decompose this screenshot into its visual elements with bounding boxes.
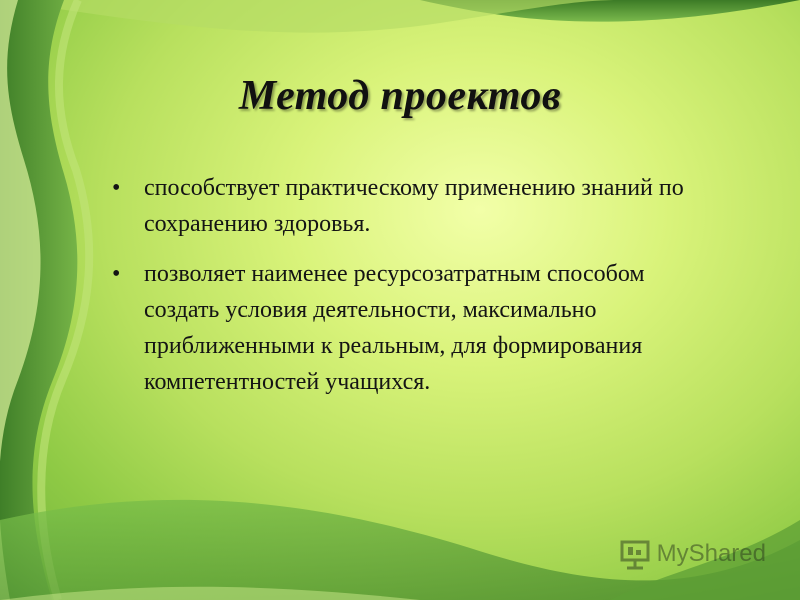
bullet-item <box>112 256 722 400</box>
bullet-marker: • <box>112 175 121 201</box>
watermark-text: MyShared <box>656 540 766 567</box>
presentation-board-icon <box>619 538 651 570</box>
bullet-text: способствует практическому применению знаний по сохранению здоровья. <box>144 175 684 237</box>
myshared-watermark <box>619 536 766 572</box>
slide-title: Метод проектов <box>238 73 562 119</box>
bullet-marker: • <box>112 261 121 287</box>
bullet-list <box>112 170 722 414</box>
bullet-item <box>112 170 722 242</box>
bullet-text: позволяет наименее ресурсозатратным способом создать условия деятельности, максимально приближенными к реальным, для формирования компетентностей учащихся. <box>144 261 645 395</box>
